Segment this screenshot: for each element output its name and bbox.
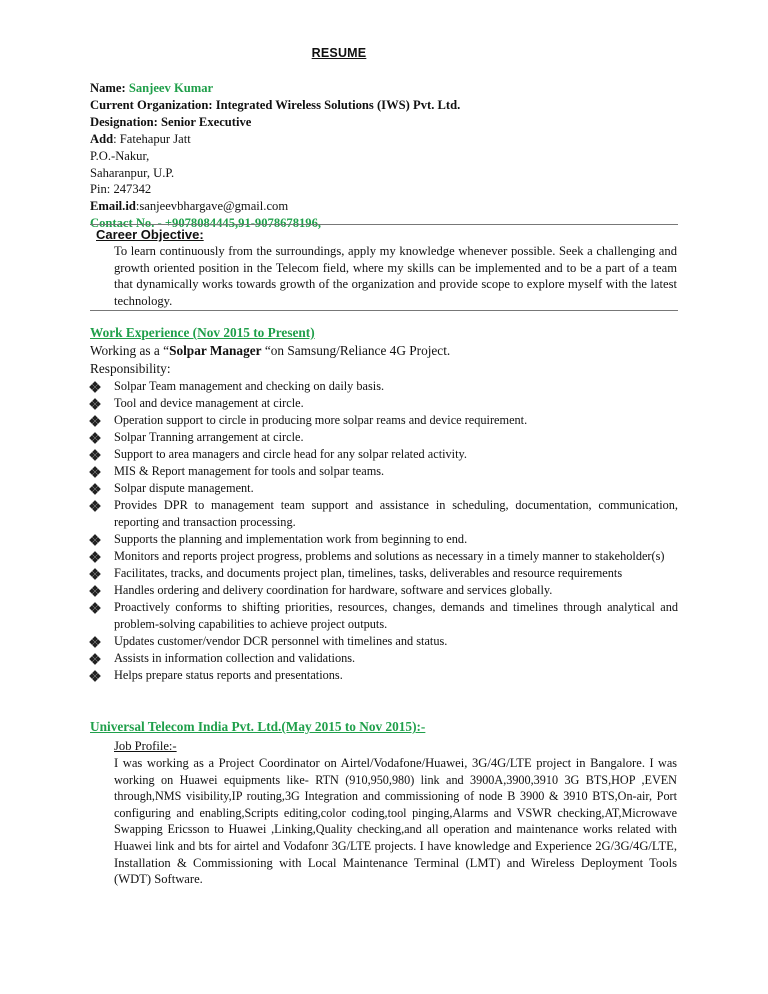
- diamond-bullet-icon: [90, 671, 100, 681]
- name-line: [90, 80, 678, 97]
- diamond-bullet-icon: [90, 416, 100, 426]
- diamond-bullet-icon: [90, 552, 100, 562]
- universal-telecom-heading: Universal Telecom India Pvt. Ltd.(May 2015 to Nov 2015):-: [90, 719, 426, 734]
- personal-details: [90, 80, 678, 232]
- responsibility-item: [90, 480, 678, 497]
- responsibility-item: [90, 650, 678, 667]
- address-label: Add: [90, 131, 114, 146]
- job-profile-part-2: I was working on Huawei equipments like- RTN (910,950,980) link and 3900A,3900,3910 3G BTS,HOP ,EVEN through,NMS visibility,IP routing,3G Integration and commissioning of node B 3900 & 3910 BTS,On-air, Port configuring and enabling,Scripts editing,color coding,tool pinging,Alarms and VSWR checking,AT,Microwave Swapping Ericsson to Huawei ,Linking,Quality checking,and all operation and maintenance works related with Huawei link and bts for airtel and Vodafonr 3G/LTE projects.: [114, 756, 677, 853]
- responsibility-item: [90, 463, 678, 480]
- role-title: Solpar Manager: [169, 343, 262, 358]
- responsibility-item: [90, 565, 678, 582]
- name-value: Sanjeev Kumar: [128, 81, 214, 95]
- designation: Designation: Senior Executive: [90, 114, 252, 129]
- diamond-bullet-icon: [90, 535, 100, 545]
- responsibility-item: [90, 599, 678, 633]
- address-line-2: P.O.-Nakur,: [90, 148, 150, 163]
- contact-number: Contact No. - +9078084445,91-9078678196,: [90, 216, 322, 231]
- work-experience-heading: Work Experience (Nov 2015 to Present): [90, 325, 315, 340]
- job-profile-label: Job Profile:-: [114, 739, 177, 753]
- responsibility-item: [90, 429, 678, 446]
- responsibility-item: [90, 395, 678, 412]
- responsibility-text: Helps prepare status reports and presentations.: [114, 668, 343, 682]
- responsibility-text: Solpar dispute management.: [114, 481, 254, 495]
- responsibility-text: Assists in information collection and validations.: [114, 651, 356, 665]
- diamond-bullet-icon: [90, 399, 100, 409]
- email-label: Email.id: [90, 199, 136, 214]
- responsibility-text: Solpar Tranning arrangement at circle.: [114, 430, 304, 444]
- diamond-bullet-icon: [90, 450, 100, 460]
- responsibility-label: Responsibility:: [90, 361, 171, 376]
- email-value: :sanjeevbhargave@gmail.com: [135, 199, 289, 214]
- responsibility-item: [90, 412, 678, 429]
- address-line-3: Saharanpur, U.P.: [90, 165, 175, 180]
- divider-bottom: [90, 310, 678, 311]
- responsibility-item: [90, 531, 678, 548]
- diamond-bullet-icon: [90, 603, 100, 613]
- responsibility-item: [90, 497, 678, 531]
- diamond-bullet-icon: [90, 501, 100, 511]
- address-line-1: [90, 131, 678, 148]
- responsibility-item: [90, 582, 678, 599]
- diamond-bullet-icon: [90, 637, 100, 647]
- career-objective-text: To learn continuously from the surroundings, apply my knowledge whenever possible. Seek a challenging and growth oriented position in the Telecom field, where my skills can be implemented and to be a part of a team that dynamically works towards growth of the organization and provide scope to explore myself with the latest technology.: [114, 244, 677, 308]
- responsibility-item: [90, 446, 678, 463]
- diamond-bullet-icon: [90, 467, 100, 477]
- divider-top: [90, 224, 678, 225]
- role-suffix: “on Samsung/Reliance 4G Project.: [261, 343, 451, 358]
- responsibility-text: MIS & Report management for tools and solpar teams.: [114, 464, 385, 478]
- responsibility-text: Tool and device management at circle.: [114, 396, 304, 410]
- diamond-bullet-icon: [90, 654, 100, 664]
- responsibility-text: Facilitates, tracks, and documents project plan, timelines, tasks, deliverables and resource requirements: [114, 566, 623, 580]
- responsibility-text: Updates customer/vendor DCR personnel with timelines and status.: [114, 634, 448, 648]
- responsibility-item: [90, 548, 678, 565]
- name-label: Name:: [90, 81, 126, 95]
- responsibility-list: [90, 378, 678, 684]
- diamond-bullet-icon: [90, 382, 100, 392]
- responsibility-item: [90, 667, 678, 684]
- email-line: [90, 198, 678, 215]
- responsibility-text: Handles ordering and delivery coordination for hardware, software and services globally.: [114, 583, 553, 597]
- responsibility-text: Solpar Team management and checking on daily basis.: [114, 379, 385, 393]
- diamond-bullet-icon: [90, 586, 100, 596]
- responsibility-text: Provides DPR to management team support and assistance in scheduling, documentation, communication, reporting and transaction processing.: [114, 498, 678, 529]
- responsibility-text: Supports the planning and implementation work from beginning to end.: [114, 532, 468, 546]
- responsibility-text: Proactively conforms to shifting priorities, resources, changes, demands and timelines through analytical and problem-solving capabilities to achieve project outputs.: [114, 600, 678, 631]
- job-profile-part-3: I have knowledge and Experience 2G/3G/4G/LTE, Installation & Commissioning with Local Maintenance Terminal (LMT) and Wireless Deployment Tools (WDT) Software.: [114, 838, 677, 887]
- role-prefix: Working as a “: [90, 343, 170, 358]
- responsibility-item: [90, 633, 678, 650]
- diamond-bullet-icon: [90, 569, 100, 579]
- diamond-bullet-icon: [90, 484, 100, 494]
- responsibility-text: Operation support to circle in producing more solpar reams and device requirement.: [114, 413, 528, 427]
- responsibility-text: Support to area managers and circle head for any solpar related activity.: [114, 447, 467, 461]
- pin-code: Pin: 247342: [90, 182, 152, 197]
- responsibility-text: Monitors and reports project progress, problems and solutions as necessary in a timely manner to stakeholder(s): [114, 549, 665, 563]
- diamond-bullet-icon: [90, 433, 100, 443]
- resume-title: RESUME: [311, 46, 367, 60]
- current-organization: Current Organization: Integrated Wireless Solutions (IWS) Pvt. Ltd.: [90, 97, 461, 112]
- address-value: : Fatehapur Jatt: [113, 131, 191, 146]
- career-objective-heading: Career Objective:: [96, 227, 204, 242]
- job-profile-part-1: I was working as a Project Coordinator on Airtel/Vodafone/Huawei, 3G/4G/LTE project in Bangalore.: [114, 756, 650, 770]
- job-profile-text: [114, 755, 677, 888]
- current-role-line: [90, 343, 450, 359]
- responsibility-item: [90, 378, 678, 395]
